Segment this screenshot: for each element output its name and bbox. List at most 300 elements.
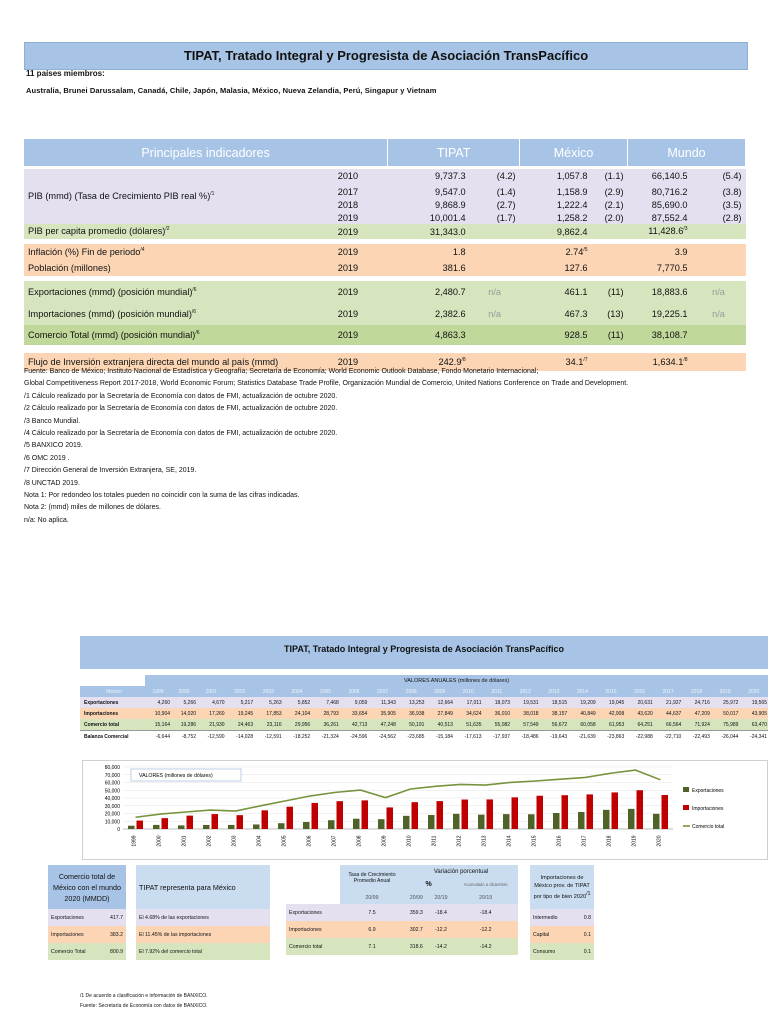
values-cell: 33,654 [352,710,368,717]
legend-swatch-exportaciones [683,787,689,792]
values-cell: 42,713 [352,721,368,728]
note-line: /4 Cálculo realizado por la Secretaría de Economía con datos de FMI, actualización de octubre 2020. [24,430,338,438]
values-cell: 7,468 [326,699,339,706]
exportaciones-tipat-pos: n/a [488,287,501,297]
import-type-label: Consumo [533,948,556,955]
note-line: /8 UNCTAD 2019. [24,479,80,487]
x-tick-label: 2004 [256,835,263,847]
x-tick-label: 2003 [231,835,238,847]
pib-tipat: 10,001.4 [429,212,466,223]
values-cell: -22,493 [692,733,710,740]
values-cell: 55,082 [494,721,511,728]
pib-mx: 1,158.9 [556,186,588,197]
bar-exportaciones [228,825,235,829]
inflacion-label: Inflación (%) Fin de periodo$^{/4}$ [28,246,145,258]
pib-mx-growth: (1.1) [604,170,624,181]
tipat-share-box [136,865,270,960]
values-cell: -18,252 [293,733,311,740]
header-tipat: TIPAT [388,139,520,166]
values-cell: 38,157 [551,710,568,717]
values-cell: 36,010 [494,710,511,717]
comercio-tipat: 4,863.3 [434,330,466,340]
bar-importaciones [562,795,569,829]
tipat-share-title: TIPAT representa para México [136,865,270,909]
bar-importaciones [537,796,544,829]
values-cell: 27,849 [437,710,453,717]
acum-label: Acumulado a diciembre [453,878,518,891]
pib-mx: 1,258.2 [556,212,588,223]
bar-importaciones [312,803,319,829]
growth-cell: 7.5 [368,909,376,916]
year-header: 2017 [654,686,683,697]
values-cell: 29,956 [294,721,311,728]
bar-exportaciones [603,810,610,829]
comercio-mx-pos: (11) [607,330,624,340]
year-header: 2005 [311,686,340,697]
bar-exportaciones [128,826,135,829]
bar-importaciones [212,814,219,829]
bar-importaciones [512,797,519,829]
note-line: Fuente: Banco de México; Instituto Nacional de Estadística y Geografía; Secretaría de Economía; World Economic Outlook Database, Fondo Monetario Internacional; [24,368,539,375]
values-cell: 34,624 [466,710,482,717]
values-cell: 23,116 [266,721,282,728]
values-cell: -6,644 [155,733,171,740]
importaciones-label: Importaciones (mmd) (posición mundial)$^{/6}$ [28,308,197,320]
bar-exportaciones [353,819,360,829]
values-cell: -12,590 [207,733,225,740]
year-header: 2000 [171,686,197,697]
growth-cell: -12.2 [435,926,447,933]
x-tick-label: 2009 [381,835,388,847]
values-cell: 18,073 [494,699,511,706]
box1-value: 417.7 [110,914,123,921]
values-cell: 19,286 [180,721,197,728]
pib-mx: 1,057.8 [556,170,588,181]
bar-exportaciones [503,814,510,829]
legend-label: Importaciones [692,806,724,812]
x-tick-label: 2015 [531,835,538,847]
pib-mundo-growth: (3.8) [722,186,742,197]
importaciones-mundo: 19,225.1 [651,309,688,319]
exportaciones-year: 2019 [337,287,359,297]
import-type-value: 0.1 [583,948,591,955]
pib-mundo-growth: (3.5) [722,199,742,210]
import-type-label: Capital [533,931,550,938]
values-cell: 18,515 [551,699,568,706]
values-cell: 9,059 [354,699,368,706]
values-cell: 51,635 [466,721,482,728]
x-tick-label: 1999 [131,835,138,847]
bar-exportaciones [203,825,210,829]
y-tick-label: 60,000 [104,780,120,787]
exportaciones-mundo: 18,883.6 [651,287,688,297]
values-header: VALORES ANUALES (millones de dólares) [145,675,768,686]
bar-exportaciones [528,814,535,829]
bar-importaciones [362,800,369,829]
y-tick-label: 80,000 [104,765,120,771]
legend-label: Comercio total [692,824,725,830]
year-header: 2007 [368,686,397,697]
values-cell: 75,989 [723,721,739,728]
exportaciones-mx: 461.1 [564,287,588,297]
year-header: 2011 [483,686,512,697]
values-cell: -14,028 [236,733,254,740]
year-header: 2002 [226,686,255,697]
note-line: /3 Banco Mundial. [24,417,81,425]
x-tick-label: 2019 [631,835,638,847]
period-label: 20/19 [434,894,448,901]
values-cell: 25,972 [723,699,739,706]
flujo-mx: $34.1^{/7}$ [565,356,588,368]
pib-year: 2019 [337,212,359,223]
bar-importaciones [637,790,644,829]
pib-mx-growth: (2.1) [604,199,624,210]
values-cell: 50,191 [409,721,425,728]
flujo-mundo: $1,634.1^{/8}$ [652,356,688,368]
note-line: /5 BANXICO 2019. [24,442,83,450]
importaciones-mx: 467.3 [564,309,588,319]
bar-importaciones [587,794,594,829]
growth-row-label: Comercio total [289,943,323,950]
values-cell: -26,044 [721,733,739,740]
values-cell: 63,470 [751,721,767,728]
pct-sign: % [404,878,453,891]
x-tick-label: 2014 [506,835,513,847]
year-header: 2001 [197,686,226,697]
values-cell: -23,863 [607,733,625,740]
values-cell: 19,245 [237,710,254,717]
importaciones-mundo-pos: n/a [712,309,725,319]
total-trade-box [48,865,126,960]
values-cell: 11,343 [380,699,396,706]
pib-tipat: 9,868.9 [434,199,466,210]
box1-label: Comercio Total [51,948,86,955]
y-tick-label: 50,000 [104,788,120,795]
chart-svg [83,761,767,859]
growth-cell: -18.4 [479,909,492,916]
values-cell: 61,953 [608,721,625,728]
values-cell: 35,905 [380,710,396,717]
x-tick-label: 2006 [306,835,313,847]
values-cell: 28,793 [323,710,339,717]
values-cell: 57,549 [523,721,539,728]
page-title: TIPAT, Tratado Integral y Progresista de Asociación TransPacífico [24,42,748,70]
year-header: 1999 [145,686,171,697]
bar-importaciones [262,810,269,829]
values-cell: 10,904 [154,710,171,717]
percapita-tipat: 31,343.0 [429,226,466,237]
source-notes [24,366,764,527]
pib-mx: 1,222.4 [556,199,588,210]
bar-importaciones [412,802,419,829]
values-row-label: Balanza Comercial [84,733,129,740]
y-tick-label: 30,000 [104,803,120,810]
values-cell: 44,637 [666,710,682,717]
box1-label: Exportaciones [51,914,84,921]
values-cell: 17,011 [466,699,482,706]
bar-importaciones [187,816,194,829]
bar-importaciones [387,807,394,829]
values-cell: -21,639 [578,733,596,740]
bar-exportaciones [378,819,385,829]
flujo-label: Flujo de Inversión extranjera directa del mundo al país (mmd) [28,357,279,367]
poblacion-label: Población (millones) [28,263,111,273]
values-cell: 14,020 [180,710,197,717]
values-cell: -12,591 [264,733,282,740]
percapita-mundo: $11,428.6^{/3}$ [648,226,688,237]
header-mundo: Mundo [628,139,746,166]
growth-row-label: Exportaciones [289,909,322,916]
year-header: 2009 [425,686,454,697]
values-cell: 13,253 [409,699,425,706]
values-cell: 5,217 [240,699,254,706]
x-tick-label: 2017 [581,835,588,847]
note-line: n/a: No aplica. [24,516,69,524]
bar-importaciones [237,815,244,829]
values-cell: 24,716 [694,699,710,706]
values-cell: 36,261 [323,721,339,728]
values-cell: 40,849 [580,710,596,717]
values-cell: 19,209 [580,699,596,706]
pib-mundo: 85,690.0 [651,199,688,210]
values-cell: 4,670 [212,699,225,706]
bar-exportaciones [578,812,585,829]
values-cell: -22,710 [664,733,682,740]
bar-importaciones [337,801,344,829]
pib-label: PIB (mmd) (Tasa de Crecimiento PIB real %)$^{/1}$ [28,191,215,202]
legend-label: Exportaciones [692,788,724,794]
y-tick-label: 40,000 [104,796,120,802]
pib-mundo-growth: (2.8) [722,212,742,223]
values-cell: 24,463 [237,721,254,728]
growth-cell: -14.2 [479,943,492,950]
y-tick-label: 20,000 [104,811,120,818]
growth-cell: 6.9 [368,926,376,933]
import-type-box [530,865,594,960]
year-header: 2010 [454,686,483,697]
header-mexico: México [520,139,628,166]
inflacion-mx: $2.74^{/5}$ [565,246,588,258]
bar-exportaciones [428,815,435,829]
box1-value: 383.2 [110,931,123,938]
import-type-value: 0.8 [583,914,591,921]
import-type-label: Intermedio [533,914,558,921]
pib-tipat: 9,547.0 [434,186,466,197]
pib-tipat-growth: (4.2) [496,170,516,181]
values-row-label: Exportaciones [84,699,119,706]
values-cell: 38,018 [523,710,539,717]
period-label: 20/19 [479,894,493,901]
corner-label: México [80,686,145,697]
note-line: Global Competitiveness Report 2017-2018, World Economic Forum; Statistics Database Trade Profile, Organización Mundial de Comercio, United Nations Conference on Trade and Development. [24,380,629,388]
period-label: 20/99 [409,894,423,901]
bar-importaciones [287,807,294,829]
share-row: El 7.92% del comercio total [139,948,202,955]
exportaciones-mx-pos: (11) [607,287,624,297]
y-tick-label: 70,000 [104,772,120,779]
comercio-label: Comercio Total (mmd) (posición mundial)$^{/6}$ [28,329,200,341]
pib-mundo: 80,716.2 [651,186,688,197]
note-line: Nota 2: (mmd) miles de millones de dólares. [24,504,161,512]
importaciones-mx-pos: (13) [607,309,624,319]
x-tick-label: 2007 [331,835,338,847]
flujo-year: 2019 [337,357,359,367]
pib-tipat: 9,737.3 [434,170,466,181]
values-cell: -19,643 [550,733,568,740]
exportaciones-tipat: 2,480.7 [434,287,466,297]
bar-exportaciones [328,820,335,829]
year-header: 2012 [511,686,540,697]
poblacion-year: 2019 [337,263,359,273]
x-tick-label: 2008 [356,835,363,847]
values-cell: 43,905 [751,710,767,717]
values-cell: -17,937 [493,733,511,740]
bar-exportaciones [253,824,260,829]
growth-cell: 302.7 [409,926,423,933]
pib-tipat-growth: (1.7) [496,212,516,223]
legend-swatch-importaciones [683,805,689,810]
x-tick-label: 2005 [281,835,288,847]
values-cell: 64,251 [637,721,653,728]
share-row: El 4.68% de las exportaciones [139,914,209,921]
note-line: /7 Dirección General de Inversión Extranjera, SE, 2019. [24,467,197,475]
period-label: 20/99 [365,894,379,901]
values-cell: 19,565 [751,699,767,706]
poblacion-mundo: 7,770.5 [656,263,688,273]
bar-importaciones [437,801,444,829]
values-cell: -15,184 [435,733,453,740]
values-cell: 5,266 [183,699,197,706]
year-header: 2019 [711,686,740,697]
x-tick-label: 2016 [556,835,563,847]
values-cell: 12,664 [437,699,453,706]
bar-exportaciones [403,816,410,829]
growth-cell: 7.1 [368,943,376,950]
chart-title: VALORES (millones de dólares) [139,773,213,779]
bar-exportaciones [278,823,285,829]
pib-mundo: 66,140.5 [651,170,688,181]
bar-importaciones [137,821,144,829]
values-cell: 17,853 [266,710,282,717]
values-cell: 50,017 [723,710,739,717]
year-header: 2003 [254,686,283,697]
values-cell: 71,924 [694,721,710,728]
growth-row-label: Importaciones [289,926,322,933]
growth-cell: 318.6 [409,943,423,950]
growth-cell: -12.2 [479,926,492,933]
values-cell: 20,631 [637,699,653,706]
pib-mx-growth: (2.0) [604,212,624,223]
bar-importaciones [462,800,469,829]
values-cell: -21,324 [321,733,339,740]
values-cell: 17,260 [209,710,225,717]
pib-tipat-growth: (1.4) [496,186,516,197]
x-tick-label: 2012 [456,835,463,847]
trade-chart [82,760,768,860]
pib-year: 2017 [337,186,359,197]
x-tick-label: 2013 [481,835,488,847]
values-cell: 43,620 [637,710,653,717]
x-tick-label: 2020 [656,835,663,847]
growth-cell: -14.2 [435,943,447,950]
bar-exportaciones [553,813,560,829]
footnote: Fuente: Secretaría de Economía con datos de BANXICO. [80,1003,208,1009]
growth-cell: 359.3 [409,909,423,916]
y-tick-label: 10,000 [104,819,120,826]
bar-exportaciones [153,825,160,829]
header-indicators: Principales indicadores [24,139,388,166]
values-cell: -17,613 [464,733,482,740]
values-cell: -24,341 [750,733,767,740]
values-cell: 15,164 [154,721,171,728]
poblacion-mx: 127.6 [564,263,588,273]
pib-mundo: 87,552.4 [651,212,688,223]
flujo-tipat: $242.9^{/8}$ [438,356,466,368]
values-cell: 66,564 [666,721,682,728]
percapita-year: 2019 [337,226,359,237]
values-cell: 4,260 [157,699,171,706]
values-cell: -23,685 [407,733,425,740]
comercio-year: 2019 [337,330,359,340]
values-cell: -8,752 [181,733,197,740]
values-cell: 21,927 [666,699,682,706]
x-tick-label: 2018 [606,835,613,847]
values-cell: 24,104 [294,710,311,717]
bar-exportaciones [303,822,310,829]
values-cell: 19,531 [523,699,539,706]
bar-exportaciones [453,814,460,829]
inflacion-mundo: 3.9 [674,247,688,257]
exportaciones-label: Exportaciones (mmd) (posición mundial)$^{/6}$ [28,286,197,298]
pib-mundo-growth: (5.4) [722,170,742,181]
values-row-label: Importaciones [84,710,119,717]
share-row: El 11.45% de las importaciones [139,931,212,938]
values-cell: 21,930 [209,721,225,728]
bar-importaciones [662,795,669,829]
x-tick-label: 2011 [431,835,438,847]
year-header: 2013 [540,686,569,697]
values-cell: 42,908 [608,710,625,717]
import-type-title: Importaciones de México prov. de TIPAT por tipo de bien $2020^{/1}$ [530,865,594,909]
import-type-value: 0.1 [583,931,591,938]
growth-box [286,865,518,955]
comercio-mundo: 38,108.7 [651,330,688,340]
values-cell: 19,045 [608,699,625,706]
inflacion-year: 2019 [337,247,359,257]
values-cell: -24,562 [378,733,396,740]
values-cell: -22,988 [635,733,653,740]
values-cell: -24,596 [350,733,368,740]
box1-value: 800.9 [110,948,123,955]
values-cell: 60,058 [580,721,596,728]
inflacion-tipat: 1.8 [452,247,466,257]
pib-year: 2010 [337,170,359,181]
pib-mx-growth: (2.9) [604,186,624,197]
x-tick-label: 2002 [206,835,213,847]
indicators-table [24,139,746,371]
year-header: 2018 [682,686,711,697]
note-line: /2 Cálculo realizado por la Secretaría de Economía con datos de FMI, actualización de octubre 2020. [24,405,338,413]
growth-cell: -18.4 [435,909,447,916]
year-header: 2015 [597,686,626,697]
footnote: /1 De acuerdo a clasificación e información de BANXICO. [80,993,208,999]
year-header: 2006 [340,686,369,697]
bar-importaciones [612,792,619,829]
year-header: 2020 [739,686,768,697]
members-list: Australia, Brunei Darussalam, Canadá, Chile, Japón, Malasia, México, Nueva Zelandia, Perú, Singapur y Vietnam [26,86,437,95]
bar-exportaciones [628,809,635,829]
values-cell: 56,672 [551,721,568,728]
